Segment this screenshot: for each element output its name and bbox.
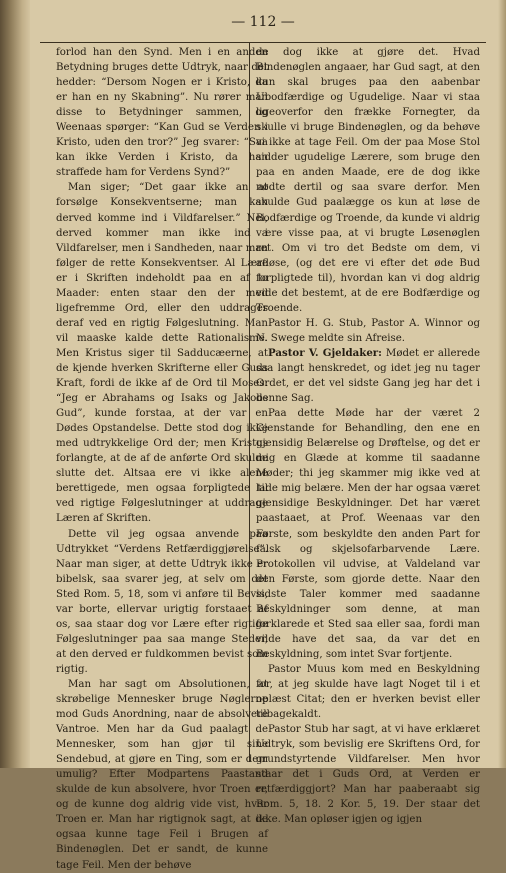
left-column [56,45,268,871]
paragraph: forlod han den Synd. Men i en anden Betydning bruges dette Udtryk, naar det hedder: “Dersom Nogen er i Kristo, da er han en ny Skabning”. Nu rører man disse to Betydninger sammen, og Weenaas spørger: “Kan Gud se Verden i Kristo, uden den tror?” Jeg svarer: “Saa kan ikke Verden i Kristo, da han straffede ham for Verdens Synd?” [56,47,268,179]
paragraph: Man siger; “Det gaar ikke an at forsølge Konsekventserne; man kan derved komme ind i Vildfarelser.” Nei, derved kommer man ikke ind i Vildfarelser, men i Sandheden, naar man følger de rette Konsekventser. Al Lære er i Skriften indeholdt paa en af to Maader: enten staar den der med ligefremme Ord, eller den uddrages deraf ved en rigtig Følgeslutning. Man vil maaske kalde dette Rationalisme. Men Kristus siger til Sadducæerne, at de kjende hverken Skrifterne eller Guds Kraft, fordi de ikke af de Ord til Moses: “Jeg er Abrahams og Isaks og Jakobs Gud”, kunde forstaa, at der var en Dødes Opstandelse. Dette stod dog ikke med udtrykkelige Ord der; men Kristus forlangte, at de af de anførte Ord skulde slutte det. Altsaa ere vi ikke alene berettigede, men ogsaa forpligtede til ved rigtige Følgeslutninger at uddrage Læren af Skriften. [56,182,268,525]
paragraph: Man har sagt om Absolutionen, at skrøbelige Mennesker bruge Nøglerne mod Guds Anordning, naar de absolvere Vantroe. Men har da Gud paalagt de Mennesker, som han gjør til sine Sendebud, at gjøre en Ting, som er dem umulig? Efter Modpartens Paastand skulde de kun absolvere, hvor Troen er, og de kunne dog aldrig vide vist, hvor Troen er. Man har rigtignok sagt, at de ogsaa kunne tage Feil i Brugen af Bindenøglen. Det er sandt, de kunne tage Feil. Men der behøve [56,678,268,871]
book-binding-shadow [0,0,30,768]
paragraph: Paa dette Møde har der været 2 Gjenstande for Behandling, den ene en gjensidig Belærelse og Drøftelse, og det er mig en Glæde at komme til saadanne Møder; thi jeg skammer mig ikke ved at lade mig belære. Men der har ogsaa været gjensidige Beskyldninger. Det har været paastaaet, at Prof. Weenaas var den Første, som beskyldte den anden Part for falsk og skjelsofarbarvende Lære. Protokollen vil udvise, at Valdeland var den Første, som gjorde dette. Naar den sidste Taler kommer med saadanne Beskyldninger som denne, at man forklarede et Sted saa eller saa, fordi man vilde have det saa, da var det en Beskyldning, som intet Svar fortjente. [256,408,480,660]
header-rule [40,42,486,43]
right-column [256,45,480,826]
page-edge-shadow [498,0,506,768]
paragraph: Pastor H. G. Stub, Pastor A. Winnor og N. Swege meldte sin Afreise. [256,317,480,344]
paragraph: Pastor V. Gjeldaker: Mødet er allerede saa langt henskredet, og idet jeg nu tager Ordet, er det vel sidste Gang jeg har det i denne Sag. [256,346,480,405]
speaker-label: Pastor V. Gjeldaker: [268,346,382,359]
paragraph: Pastor Muus kom med en Beskyldning for, at jeg skulde have lagt Noget til i et oplæst Citat; den er hverken bevist eller tilbagekaldt. [256,663,480,721]
paragraph: Dette vil jeg ogsaa anvende paa Udtrykket “Verdens Retfærdiggjørelse”. Naar man siger, at dette Udtryk ikke er bibelsk, saa svarer jeg, at selv om det Sted Rom. 5, 18, som vi anføre til Bevis, var borte, ellervar urigtig forstaaet af os, saa staar dog vor Lære efter rigtige Følgeslutninger paa saa mange Steder, at den derved er fuldkommen bevist som rigtig. [56,528,268,675]
page-header [40,14,486,38]
page-number: — 112 — [231,14,295,30]
paragraph: de dog ikke at gjøre det. Hvad Bindenøglen angaaer, har Gud sagt, at den kun skal bruges paa den aabenbar Ubodfærdige og Ugudelige. Naar vi staa ligeoverfor den frække Fornegter, da skulle vi bruge Bindenøglen, og da behøve vi ikke at tage Feil. Om der paa Mose Stol sidder ugudelige Lærere, som bruge den paa en anden Maade, ere de dog ikke nødte dertil og saa svare derfor. Men skulde Gud paalægge os kun at løse de Bodfærdige og Troende, da kunde vi aldrig være visse paa, at vi brugte Løsenøglen ret. Om vi tro det Bedste om dem, vi afløse, (og det ere vi efter det øde Bud forpligtede til), hvordan kan vi dog aldrig vide det bestemt, at de ere Bodfærdige og Troende. [256,47,480,314]
paragraph: Pastor Stub har sagt, at vi have erklæret Udtryk, som bevislig ere Skriftens Ord, for grundstyrtende Vildfarelser. Men hvor staar det i Guds Ord, at Verden er retfærdiggjort? Man har paaberaabt sig Rom. 5, 18. 2 Kor. 5, 19. Der staar det ikke. Man opløser igjen og igjen [256,724,480,826]
